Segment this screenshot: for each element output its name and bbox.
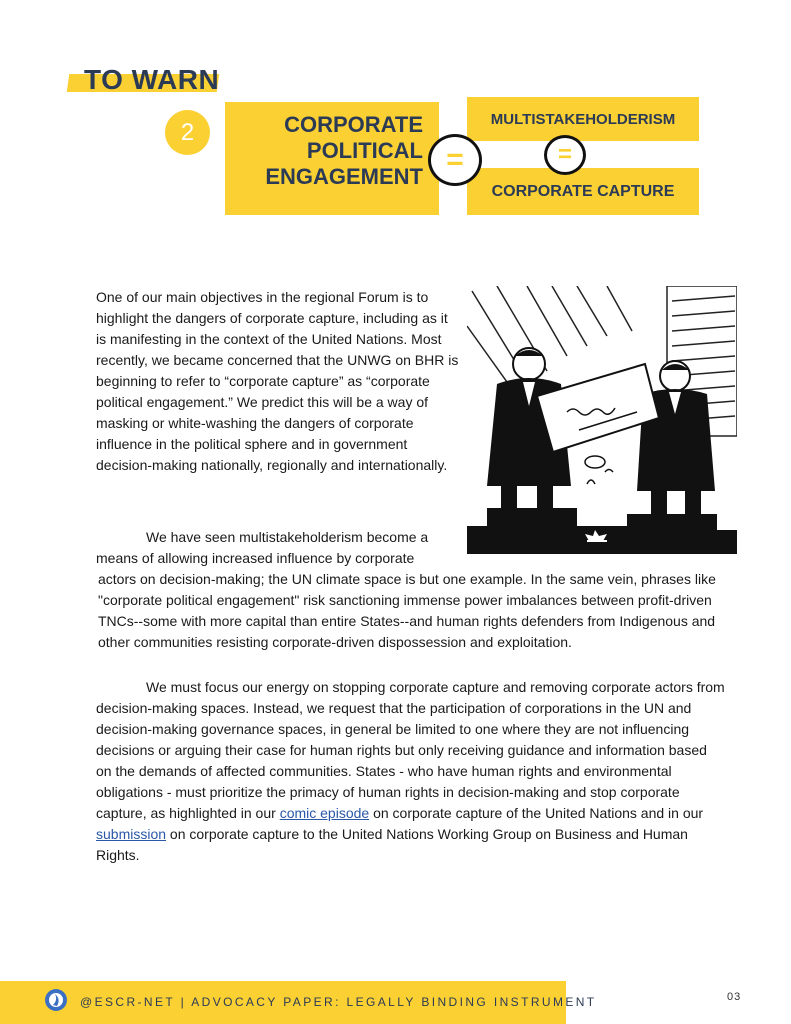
page-title: TO WARN bbox=[84, 64, 220, 95]
corporate-political-engagement-box bbox=[225, 102, 439, 215]
comic-episode-link[interactable]: comic episode bbox=[279, 805, 370, 821]
page-number: 03 bbox=[727, 991, 742, 1003]
cartoon-illustration bbox=[467, 286, 737, 554]
escr-net-logo-icon bbox=[44, 988, 68, 1012]
box-line-3: ENGAGEMENT bbox=[265, 164, 423, 189]
step-number-badge: 2 bbox=[165, 110, 210, 155]
paragraph-2-continued: actors on decision-making; the UN climate space is but one example. In the same vein, phrases like "corporate political engagement" risk sanctioning immense power imbalances between profit-driven TNCs--some with more capital than entire States--and human rights defenders from Indigenous and other communities resisting corporate-driven dispossession and exploitation. bbox=[98, 571, 716, 650]
box-line-2: POLITICAL bbox=[306, 138, 423, 163]
box-line-1: CORPORATE bbox=[284, 112, 423, 137]
submission-link[interactable]: submission bbox=[96, 826, 167, 842]
multistakeholderism-box: MULTISTAKEHOLDERISM bbox=[467, 97, 699, 141]
paragraph-3: We must focus our energy on stopping corporate capture and removing corporate actors from decision-making spaces. Instead, we request that the participation of corporations in the UN and decision-making governance spaces, in general be limited to one where they are not influencing decisions or arguing their case for human rights but only receiving guidance and information based on the demands of affected communities. States - who have human rights and environmental obligations - must prioritize the primacy of human rights in decision-making and stop corporate capture, as highlighted in our comic episode on corporate capture of the United Nations and in our submission on corporate capture to the United Nations Working Group on Business and Human Rights. bbox=[96, 679, 725, 863]
equals-icon: = bbox=[428, 134, 482, 186]
paragraph-1: One of our main objectives in the regional Forum is to highlight the dangers of corporate capture, including as it is manifesting in the context of the United Nations. Most recently, we became concerned that the UNWG on BHR is beginning to refer to “corporate capture” as “corporate political engagement.” We predict this will be a way of masking or white-washing the dangers of corporate influence in the political sphere and in government decision-making nationally, regionally and internationally. bbox=[96, 289, 459, 473]
equals-icon: = bbox=[544, 135, 586, 175]
footer-text: @ESCR-NET | ADVOCACY PAPER: LEGALLY BINDING INSTRUMENT bbox=[80, 995, 597, 1009]
corporate-capture-box: CORPORATE CAPTURE bbox=[467, 168, 699, 215]
section-heading bbox=[68, 62, 228, 98]
paragraph-2-start: We have seen multistakeholderism become a means of allowing increased influence by corporate bbox=[96, 529, 429, 566]
